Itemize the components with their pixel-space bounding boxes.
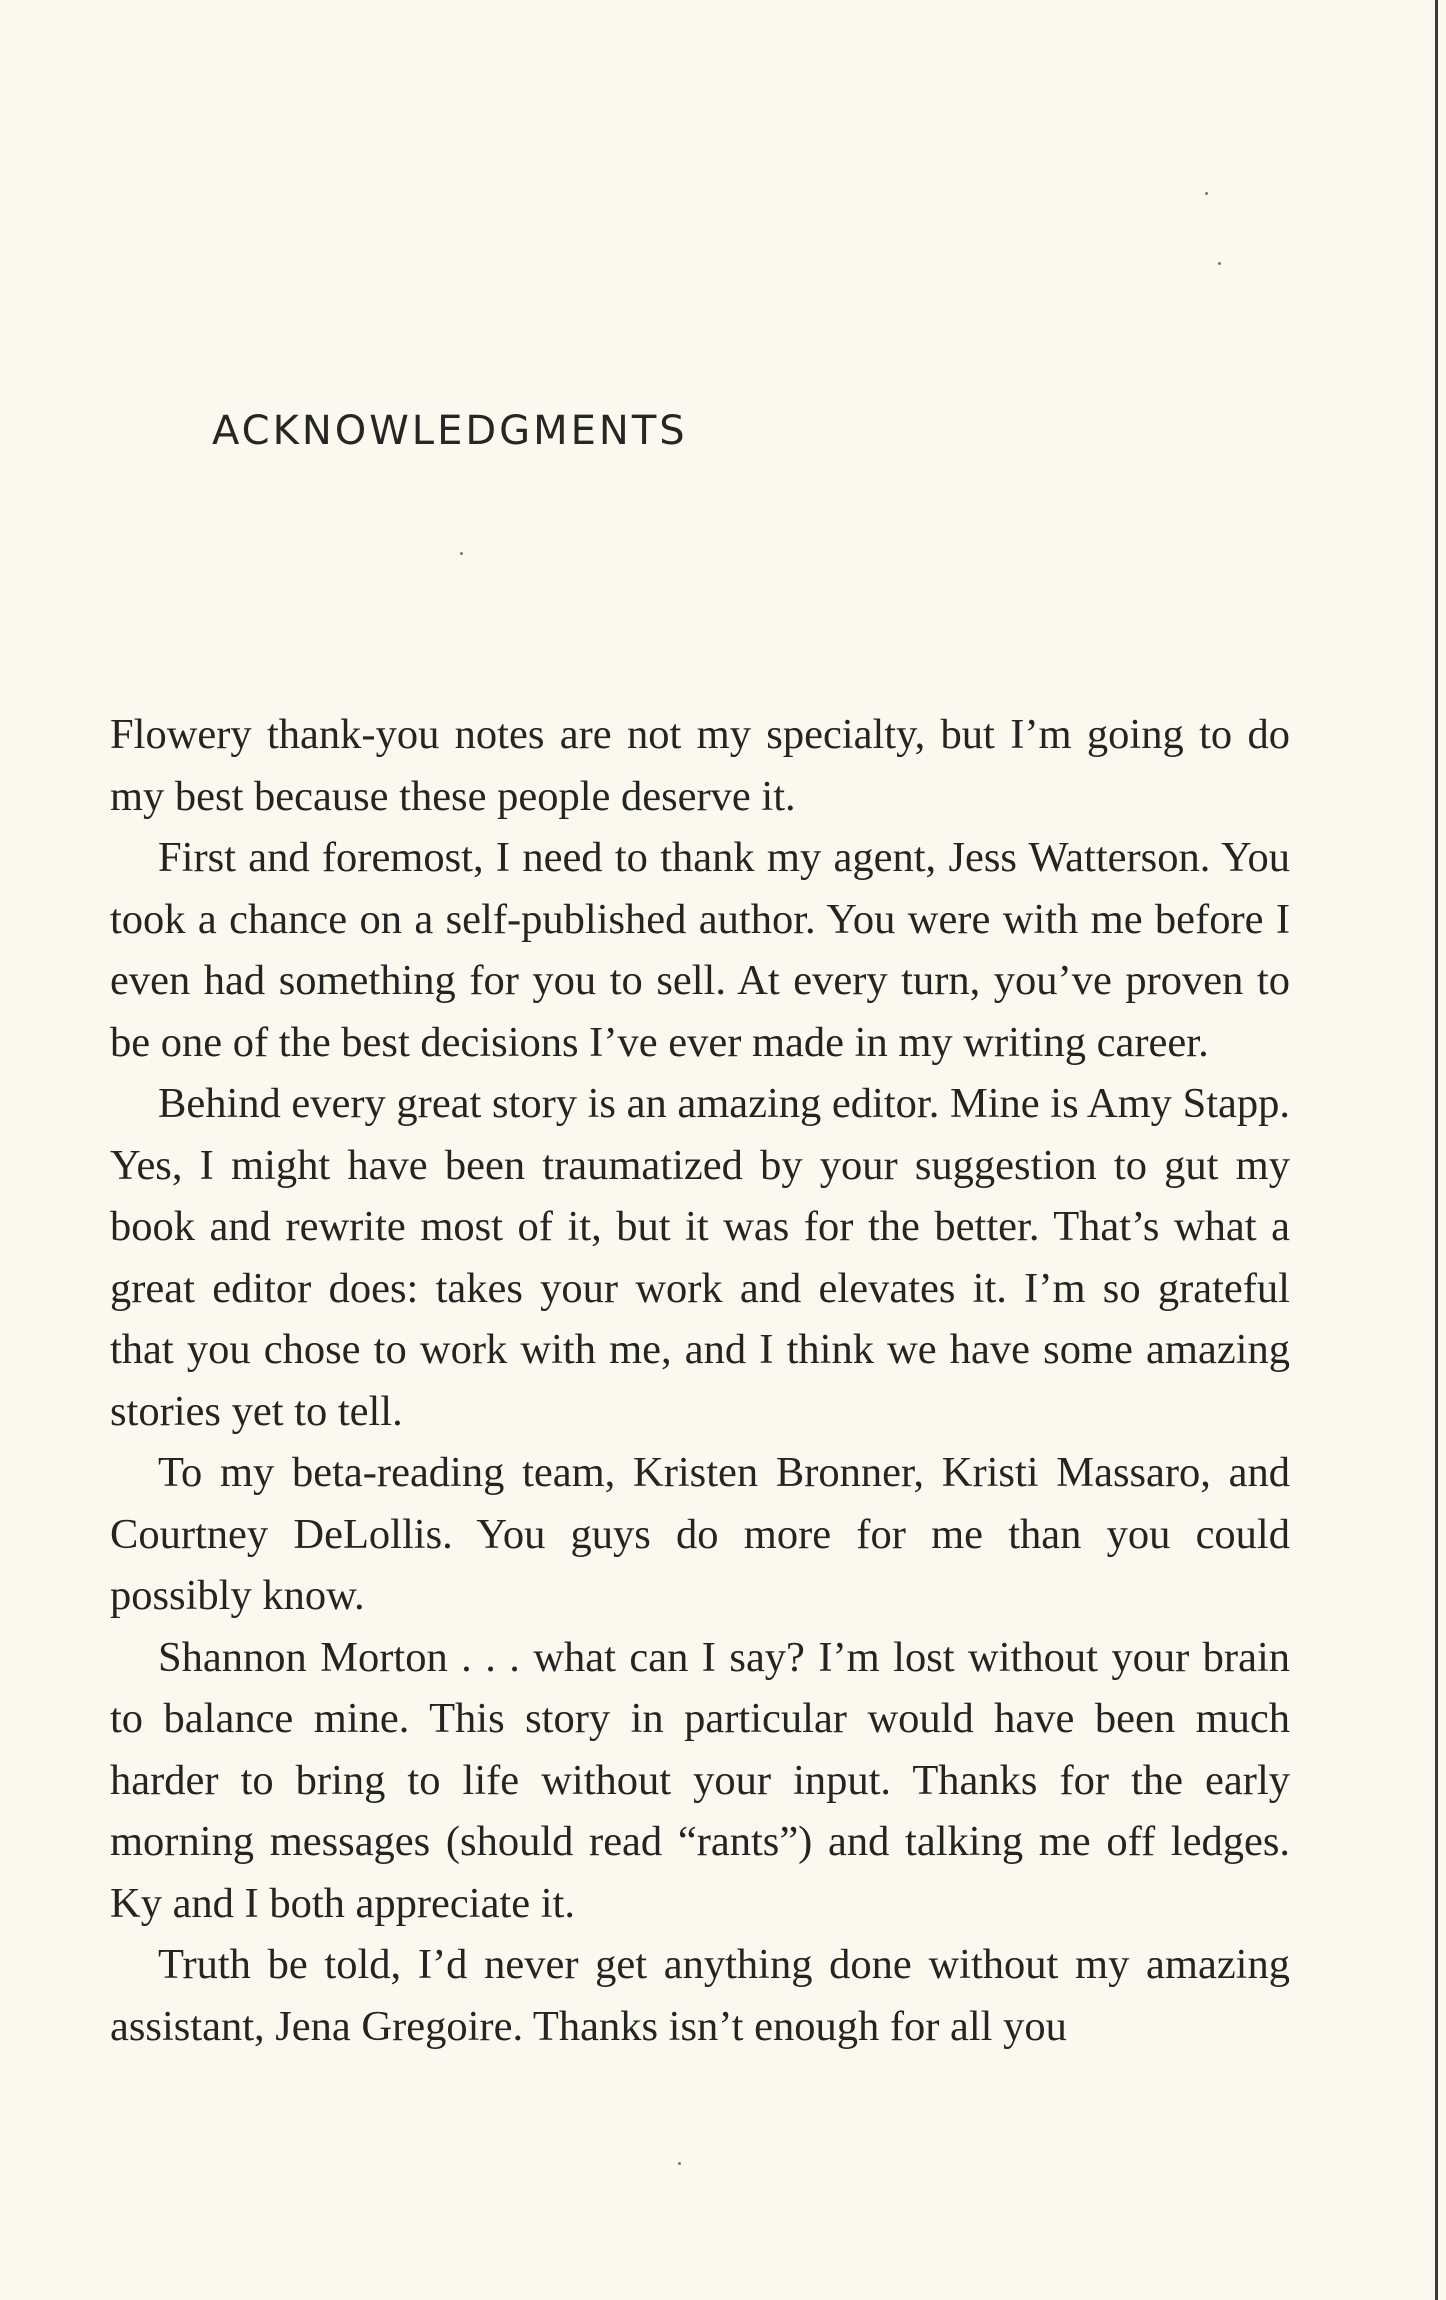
paragraph-4: To my beta-reading team, Kristen Bronner, Kristi Massaro, and Courtney DeLollis. You guys do more for me than you could possibly know. [110,1449,1290,1619]
scan-speck [1218,262,1221,265]
paragraph-3: Behind every great story is an amazing editor. Mine is Amy Stapp. Yes, I might have been traumatized by your suggestion to gut my book and rewrite most of it, but it was for the better. That’s what a great editor does: takes your work and elevates it. I’m so grateful that you chose to work with me, and I think we have some amazing stories yet to tell. [110,1080,1290,1435]
scan-speck [460,552,463,555]
paragraph-1: Flowery thank-you notes are not my specialty, but I’m going to do my best because these people deserve it. [110,711,1290,820]
page-edge-line [1435,0,1438,2300]
paragraph-5: Shannon Morton . . . what can I say? I’m lost without your brain to balance mine. This story in particular would have been much harder to bring to life without your input. Thanks for the early morning messages (should read “rants”) and talking me off ledges. Ky and I both appreciate it. [110,1633,1290,1927]
chapter-heading: ACKNOWLEDGMENTS [212,408,688,454]
paragraph-6: Truth be told, I’d never get anything done without my amazing assistant, Jena Gregoire. Thanks isn’t enough for all you [110,1941,1290,2050]
scan-speck [678,2162,681,2165]
body-text [110,704,1290,2057]
scan-speck [1205,192,1208,195]
paragraph-2: First and foremost, I need to thank my agent, Jess Watterson. You took a chance on a self-published author. You were with me before I even had something for you to sell. At every turn, you’ve proven to be one of the best decisions I’ve ever made in my writing career. [110,834,1290,1066]
